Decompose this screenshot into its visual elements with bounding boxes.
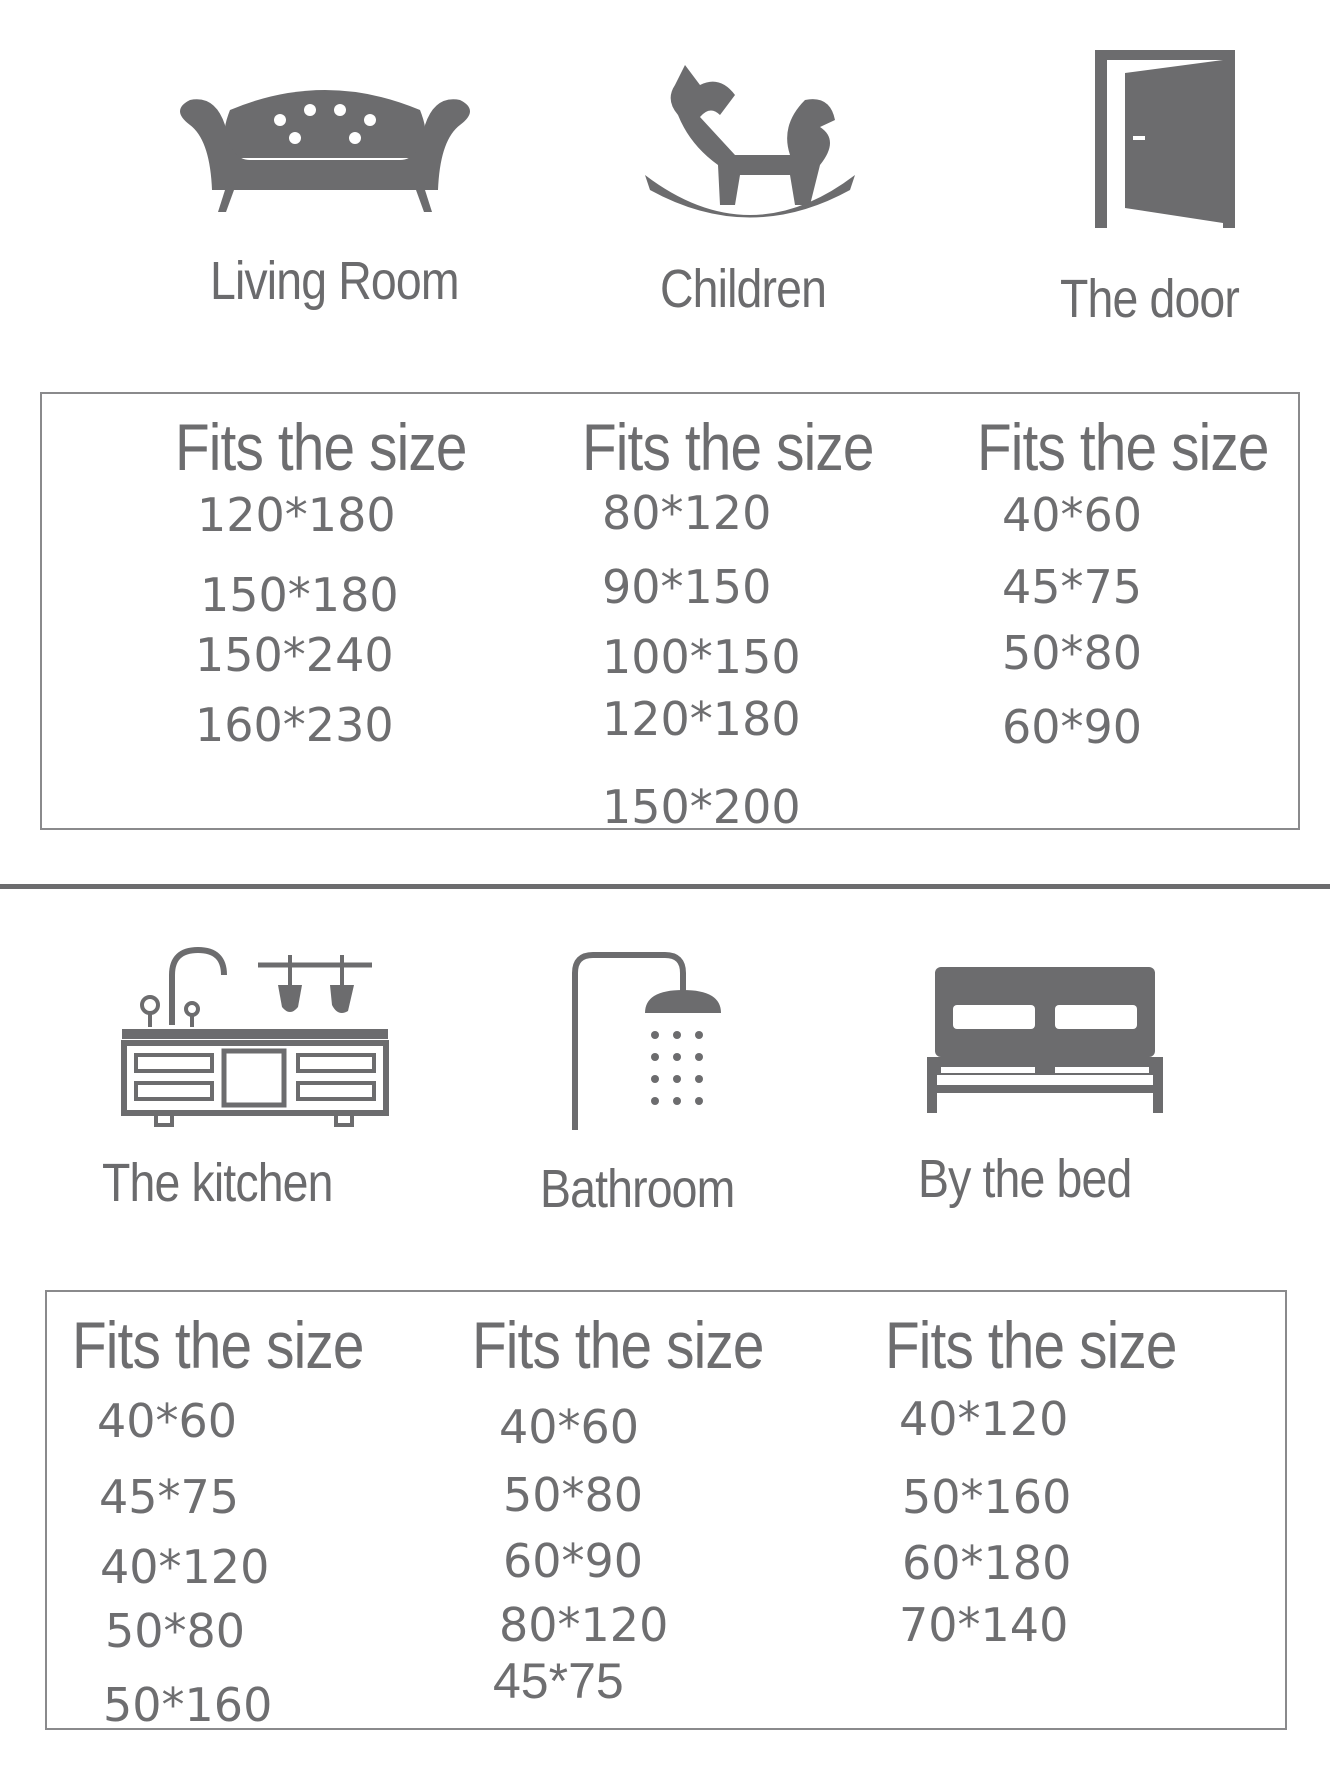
section-divider <box>0 884 1330 889</box>
room-label-by-the-bed: By the bed <box>918 1149 1132 1209</box>
bottom-column-bathroom <box>472 1308 811 1382</box>
size-item: 45*75 <box>99 1470 240 1524</box>
room-label-the-door: The door <box>1060 269 1240 329</box>
size-item: 150*240 <box>195 628 394 682</box>
children-item <box>640 55 860 230</box>
size-item: 120*180 <box>197 488 396 542</box>
size-item: 50*80 <box>503 1468 644 1522</box>
size-item: 40*60 <box>499 1400 640 1454</box>
fits-heading: Fits the size <box>472 1308 764 1382</box>
bottom-column-by-the-bed <box>885 1308 1224 1382</box>
size-item: 50*160 <box>902 1470 1072 1524</box>
fits-heading: Fits the size <box>582 410 874 484</box>
size-item: 40*60 <box>97 1394 238 1448</box>
size-item: 45*75 <box>1002 560 1143 614</box>
size-item: 50*160 <box>103 1678 273 1732</box>
room-label-the-kitchen: The kitchen <box>102 1153 333 1213</box>
room-label-living-room: Living Room <box>210 251 459 311</box>
living-room-item <box>170 80 480 220</box>
by-the-bed-item <box>925 965 1165 1115</box>
kitchen-item <box>120 945 390 1130</box>
size-item: 40*120 <box>100 1540 270 1594</box>
size-item: 80*120 <box>602 486 772 540</box>
sofa-icon <box>170 80 480 220</box>
size-item: 70*140 <box>899 1598 1069 1652</box>
top-column-living-room <box>175 410 514 484</box>
bottom-size-box <box>45 1290 1287 1730</box>
top-column-the-door <box>977 410 1316 484</box>
fits-heading: Fits the size <box>977 410 1269 484</box>
size-item: 50*80 <box>105 1604 246 1658</box>
size-item: 60*90 <box>503 1534 644 1588</box>
fits-heading: Fits the size <box>175 410 467 484</box>
room-label-children: Children <box>660 259 827 319</box>
top-size-box <box>40 392 1300 834</box>
size-item: 40*60 <box>1002 488 1143 542</box>
size-item: 150*180 <box>200 568 399 622</box>
size-item: 100*150 <box>602 630 801 684</box>
size-item: 45*75 <box>493 1653 624 1709</box>
bathroom-item <box>565 945 725 1135</box>
size-item: 80*120 <box>499 1598 669 1652</box>
door-icon <box>1085 48 1235 233</box>
bottom-column-kitchen <box>72 1308 411 1382</box>
shower-icon <box>565 945 725 1135</box>
size-item: 150*200 <box>602 780 801 834</box>
size-item: 50*80 <box>1002 626 1143 680</box>
fits-heading: Fits the size <box>885 1308 1177 1382</box>
size-item: 90*150 <box>602 560 772 614</box>
room-label-bathroom: Bathroom <box>540 1159 735 1219</box>
bed-icon <box>925 965 1165 1115</box>
size-item: 60*180 <box>902 1536 1072 1590</box>
door-item <box>1085 48 1235 233</box>
kitchen-icon <box>120 945 390 1130</box>
size-item: 60*90 <box>1002 700 1143 754</box>
size-item: 120*180 <box>602 692 801 746</box>
size-item: 160*230 <box>195 698 394 752</box>
size-item: 40*120 <box>899 1392 1069 1446</box>
fits-heading: Fits the size <box>72 1308 364 1382</box>
rocking-horse-icon <box>640 55 860 230</box>
top-column-children <box>582 410 921 484</box>
